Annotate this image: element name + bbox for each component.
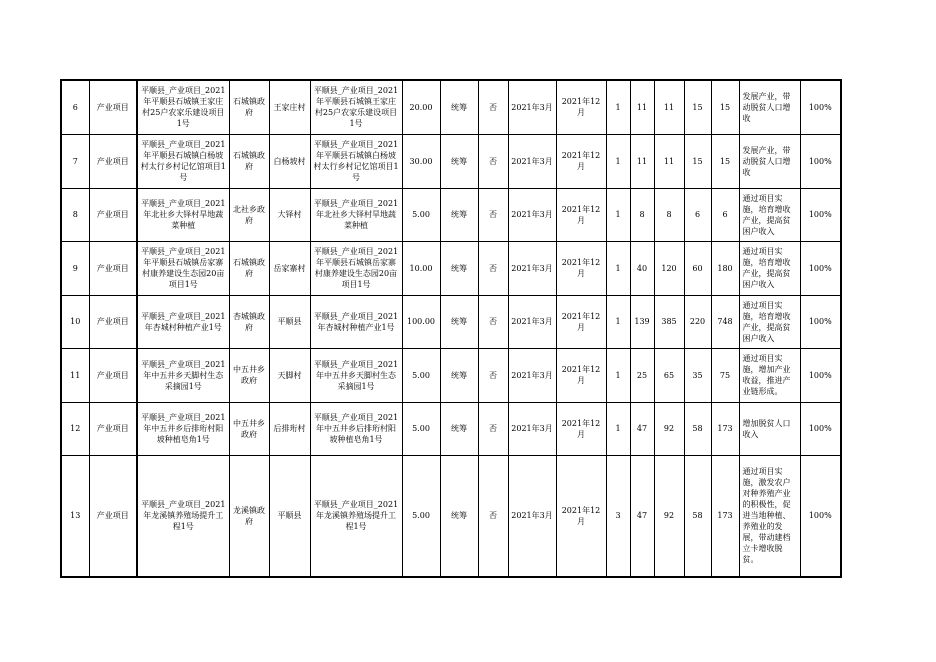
table-row: [61, 80, 841, 134]
benefit-cell: 增加脱贫人口收入: [739, 402, 800, 455]
project-name-cell: 平顺县_产业项目_2021年平顺县石城镇王家庄村25户农家乐建设项目1号: [137, 80, 229, 134]
implementing-unit-cell: 中五井乡政府: [229, 348, 269, 402]
fund-source-cell: 统筹: [440, 455, 478, 577]
project-table: [60, 79, 842, 578]
table-row: [61, 134, 841, 188]
table-row: [61, 241, 841, 295]
count-5-cell: 75: [711, 348, 739, 402]
count-4-cell: 220: [684, 295, 711, 348]
row-number-cell: 8: [61, 188, 89, 241]
project-name-cell: 平顺县_产业项目_2021年中五井乡天脚村生态采摘园1号: [137, 348, 229, 402]
end-date-cell: 2021年12月: [556, 134, 606, 188]
count-3-cell: 92: [654, 402, 684, 455]
count-5-cell: 15: [711, 134, 739, 188]
start-date-cell: 2021年3月: [508, 295, 556, 348]
benefit-cell: 通过项目实施，培育增收产业，提高贫困户收入: [739, 188, 800, 241]
village-cell: 岳家寨村: [269, 241, 310, 295]
project-type-cell: 产业项目: [89, 295, 137, 348]
project-type-cell: 产业项目: [89, 188, 137, 241]
flag-cell: 否: [478, 188, 508, 241]
count-5-cell: 6: [711, 188, 739, 241]
start-date-cell: 2021年3月: [508, 348, 556, 402]
count-3-cell: 11: [654, 80, 684, 134]
village-cell: 天脚村: [269, 348, 310, 402]
completion-rate-cell: 100%: [800, 241, 841, 295]
count-2-cell: 139: [630, 295, 654, 348]
project-content-cell: 平顺县_产业项目_2021年北社乡大铎村旱地蔬菜种植: [310, 188, 402, 241]
fund-source-cell: 统筹: [440, 80, 478, 134]
count-2-cell: 40: [630, 241, 654, 295]
project-content-cell: 平顺县_产业项目_2021年平顺县石城镇白杨坡村太行乡村记忆馆项目1号: [310, 134, 402, 188]
end-date-cell: 2021年12月: [556, 241, 606, 295]
start-date-cell: 2021年3月: [508, 188, 556, 241]
project-content-cell: 平顺县_产业项目_2021年杏城村种植产业1号: [310, 295, 402, 348]
count-1-cell: 1: [606, 188, 630, 241]
end-date-cell: 2021年12月: [556, 455, 606, 577]
village-cell: 白杨坡村: [269, 134, 310, 188]
flag-cell: 否: [478, 455, 508, 577]
count-2-cell: 47: [630, 455, 654, 577]
village-cell: 后排珩村: [269, 402, 310, 455]
count-4-cell: 58: [684, 402, 711, 455]
row-number-cell: 6: [61, 80, 89, 134]
project-type-cell: 产业项目: [89, 455, 137, 577]
count-1-cell: 1: [606, 348, 630, 402]
completion-rate-cell: 100%: [800, 188, 841, 241]
fund-amount-cell: 100.00: [402, 295, 440, 348]
start-date-cell: 2021年3月: [508, 80, 556, 134]
count-3-cell: 385: [654, 295, 684, 348]
count-1-cell: 1: [606, 134, 630, 188]
count-2-cell: 25: [630, 348, 654, 402]
end-date-cell: 2021年12月: [556, 402, 606, 455]
project-type-cell: 产业项目: [89, 241, 137, 295]
count-2-cell: 11: [630, 80, 654, 134]
row-number-cell: 9: [61, 241, 89, 295]
count-4-cell: 58: [684, 455, 711, 577]
count-2-cell: 47: [630, 402, 654, 455]
village-cell: 大铎村: [269, 188, 310, 241]
project-content-cell: 平顺县_产业项目_2021年平顺县石城镇王家庄村25户农家乐建设项目1号: [310, 80, 402, 134]
project-name-cell: 平顺县_产业项目_2021年北社乡大铎村旱地蔬菜种植: [137, 188, 229, 241]
fund-source-cell: 统筹: [440, 134, 478, 188]
flag-cell: 否: [478, 241, 508, 295]
count-4-cell: 60: [684, 241, 711, 295]
fund-amount-cell: 5.00: [402, 348, 440, 402]
fund-amount-cell: 5.00: [402, 455, 440, 577]
end-date-cell: 2021年12月: [556, 295, 606, 348]
project-content-cell: 平顺县_产业项目_2021年中五井乡后排珩村阳坡种植皂角1号: [310, 402, 402, 455]
project-type-cell: 产业项目: [89, 348, 137, 402]
count-4-cell: 35: [684, 348, 711, 402]
implementing-unit-cell: 石城镇政府: [229, 241, 269, 295]
start-date-cell: 2021年3月: [508, 241, 556, 295]
row-number-cell: 7: [61, 134, 89, 188]
implementing-unit-cell: 石城镇政府: [229, 80, 269, 134]
flag-cell: 否: [478, 134, 508, 188]
count-1-cell: 1: [606, 241, 630, 295]
count-2-cell: 8: [630, 188, 654, 241]
project-content-cell: 平顺县_产业项目_2021年中五井乡天脚村生态采摘园1号: [310, 348, 402, 402]
flag-cell: 否: [478, 348, 508, 402]
fund-amount-cell: 20.00: [402, 80, 440, 134]
project-content-cell: 平顺县_产业项目_2021年龙溪镇养殖场提升工程1号: [310, 455, 402, 577]
implementing-unit-cell: 中五井乡政府: [229, 402, 269, 455]
table-row: [61, 188, 841, 241]
benefit-cell: 发展产业，带动脱贫人口增收: [739, 134, 800, 188]
count-3-cell: 92: [654, 455, 684, 577]
count-1-cell: 3: [606, 455, 630, 577]
fund-source-cell: 统筹: [440, 402, 478, 455]
project-name-cell: 平顺县_产业项目_2021年龙溪镇养殖场提升工程1号: [137, 455, 229, 577]
count-5-cell: 15: [711, 80, 739, 134]
fund-amount-cell: 5.00: [402, 402, 440, 455]
benefit-cell: 通过项目实施，培育增收产业，提高贫困户收入: [739, 295, 800, 348]
implementing-unit-cell: 北社乡政府: [229, 188, 269, 241]
count-4-cell: 6: [684, 188, 711, 241]
completion-rate-cell: 100%: [800, 134, 841, 188]
village-cell: 平顺县: [269, 295, 310, 348]
implementing-unit-cell: 杏城镇政府: [229, 295, 269, 348]
count-1-cell: 1: [606, 80, 630, 134]
completion-rate-cell: 100%: [800, 402, 841, 455]
table-row: [61, 402, 841, 455]
project-name-cell: 平顺县_产业项目_2021年中五井乡后排珩村阳坡种植皂角1号: [137, 402, 229, 455]
flag-cell: 否: [478, 402, 508, 455]
row-number-cell: 11: [61, 348, 89, 402]
fund-source-cell: 统筹: [440, 241, 478, 295]
row-number-cell: 13: [61, 455, 89, 577]
end-date-cell: 2021年12月: [556, 80, 606, 134]
count-1-cell: 1: [606, 402, 630, 455]
start-date-cell: 2021年3月: [508, 134, 556, 188]
fund-amount-cell: 5.00: [402, 188, 440, 241]
completion-rate-cell: 100%: [800, 348, 841, 402]
completion-rate-cell: 100%: [800, 80, 841, 134]
flag-cell: 否: [478, 80, 508, 134]
count-3-cell: 120: [654, 241, 684, 295]
count-1-cell: 1: [606, 295, 630, 348]
benefit-cell: 通过项目实施，激发农户对种养殖产业的积极性，促进当地种植、养殖业的发展，带动建档立卡增收脱贫。: [739, 455, 800, 577]
count-5-cell: 748: [711, 295, 739, 348]
project-name-cell: 平顺县_产业项目_2021年平顺县石城镇岳家寨村康养建设生态园20亩项目1号: [137, 241, 229, 295]
count-4-cell: 15: [684, 80, 711, 134]
table-row: [61, 348, 841, 402]
count-5-cell: 173: [711, 402, 739, 455]
count-5-cell: 180: [711, 241, 739, 295]
fund-source-cell: 统筹: [440, 348, 478, 402]
count-2-cell: 11: [630, 134, 654, 188]
start-date-cell: 2021年3月: [508, 402, 556, 455]
fund-amount-cell: 30.00: [402, 134, 440, 188]
fund-amount-cell: 10.00: [402, 241, 440, 295]
end-date-cell: 2021年12月: [556, 348, 606, 402]
project-name-cell: 平顺县_产业项目_2021年平顺县石城镇白杨坡村太行乡村记忆馆项目1号: [137, 134, 229, 188]
count-4-cell: 15: [684, 134, 711, 188]
count-3-cell: 65: [654, 348, 684, 402]
benefit-cell: 发展产业，带动脱贫人口增收: [739, 80, 800, 134]
table-row: [61, 295, 841, 348]
benefit-cell: 通过项目实施，增加产业收益，推进产业链形成。: [739, 348, 800, 402]
project-type-cell: 产业项目: [89, 80, 137, 134]
implementing-unit-cell: 龙溪镇政府: [229, 455, 269, 577]
project-name-cell: 平顺县_产业项目_2021年杏城村种植产业1号: [137, 295, 229, 348]
fund-source-cell: 统筹: [440, 188, 478, 241]
table-row: [61, 455, 841, 577]
village-cell: 王家庄村: [269, 80, 310, 134]
benefit-cell: 通过项目实施，培育增收产业，提高贫困户收入: [739, 241, 800, 295]
count-5-cell: 173: [711, 455, 739, 577]
implementing-unit-cell: 石城镇政府: [229, 134, 269, 188]
count-3-cell: 8: [654, 188, 684, 241]
completion-rate-cell: 100%: [800, 295, 841, 348]
village-cell: 平顺县: [269, 455, 310, 577]
project-content-cell: 平顺县_产业项目_2021年平顺县石城镇岳家寨村康养建设生态园20亩项目1号: [310, 241, 402, 295]
end-date-cell: 2021年12月: [556, 188, 606, 241]
row-number-cell: 12: [61, 402, 89, 455]
flag-cell: 否: [478, 295, 508, 348]
start-date-cell: 2021年3月: [508, 455, 556, 577]
project-type-cell: 产业项目: [89, 134, 137, 188]
fund-source-cell: 统筹: [440, 295, 478, 348]
project-type-cell: 产业项目: [89, 402, 137, 455]
row-number-cell: 10: [61, 295, 89, 348]
completion-rate-cell: 100%: [800, 455, 841, 577]
count-3-cell: 11: [654, 134, 684, 188]
